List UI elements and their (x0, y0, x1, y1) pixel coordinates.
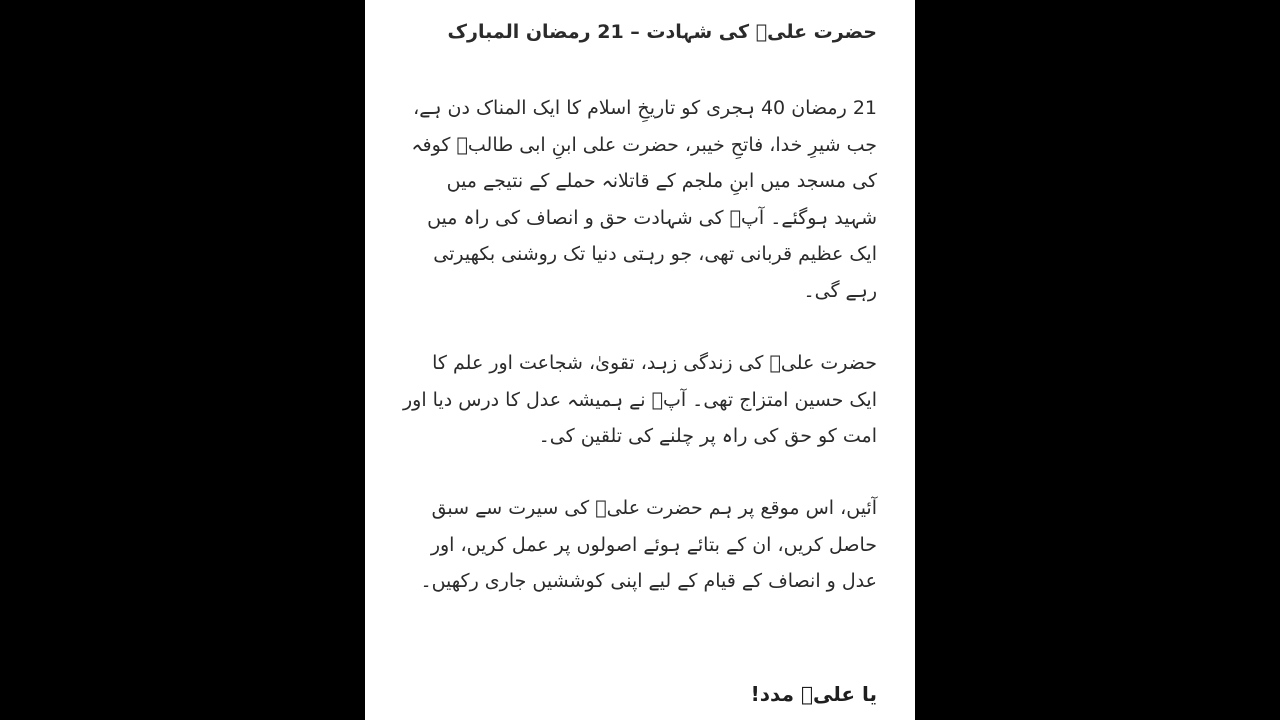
paragraph-3: آئیں، اس موقع پر ہم حضرت علیؑ کی سیرت سے سبق حاصل کریں، ان کے بتائے ہوئے اصولوں پر عمل کریں، اور عدل و انصاف کے قیام کے لیے اپنی کوششیں جاری رکھیں۔ (420, 497, 877, 592)
document-page (365, 0, 915, 720)
post-title: حضرت علیؑ کی شہادت – 21 رمضان المبارک (447, 21, 877, 43)
paragraph-1: 21 رمضان 40 ہجری کو تاریخِ اسلام کا ایک المناک دن ہے، جب شیرِ خدا، فاتحِ خیبر، حضرت علی ابنِ ابی طالبؑ کوفہ کی مسجد میں ابنِ ملجم کے قاتلانہ حملے کے نتیجے میں شہید ہوگئے۔ آپؑ کی شہادت حق و انصاف کی راہ میں ایک عظیم قربانی تھی، جو رہتی دنیا تک روشنی بکھیرتی رہے گی۔ (411, 97, 877, 302)
closing-line: یا علیؑ مدد! (750, 682, 877, 706)
paragraph-2: حضرت علیؑ کی زندگی زہد، تقویٰ، شجاعت اور علم کا ایک حسین امتزاج تھی۔ آپؑ نے ہمیشہ عدل کا درس دیا اور امت کو حق کی راہ پر چلنے کی تلقین کی۔ (403, 352, 877, 447)
